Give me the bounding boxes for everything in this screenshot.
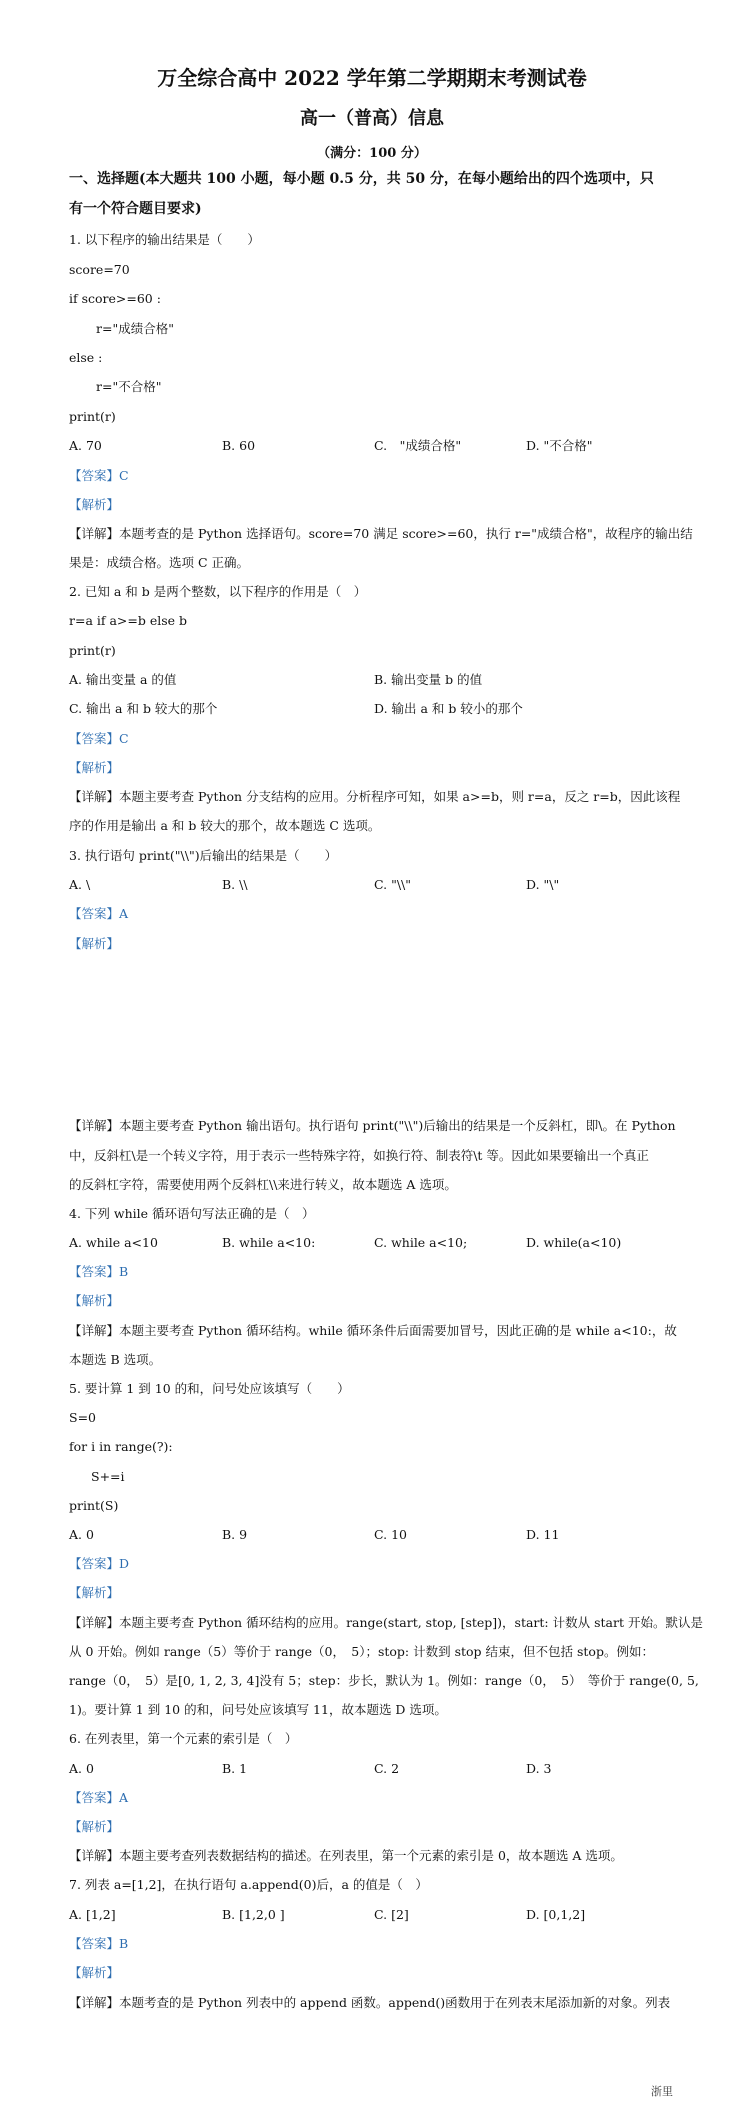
q4-answer: 【答案】B: [69, 1264, 129, 1279]
q4-detail-line: 本题选 B 选项。: [69, 1352, 162, 1367]
exam-score: （满分：100 分）: [317, 146, 427, 161]
q7-option-a: A. [1,2]: [69, 1907, 116, 1922]
q4-option-c: C. while a<10;: [374, 1235, 468, 1250]
q1-code-line: print(r): [69, 409, 116, 424]
q6-stem: 6. 在列表里，第一个元素的索引是（ ）: [69, 1731, 298, 1746]
q4-option-a: A. while a<10: [69, 1235, 158, 1250]
q5-answer: 【答案】D: [69, 1556, 130, 1571]
q4-option-d: D. while(a<10): [526, 1235, 622, 1250]
q1-code-line: score=70: [69, 262, 130, 277]
q2-option-a: A. 输出变量 a 的值: [69, 672, 177, 687]
q7-option-d: D. [0,1,2]: [526, 1907, 586, 1922]
footer-text: 浙里: [651, 2085, 673, 2098]
q1-analysis-label: 【解析】: [69, 497, 120, 512]
q6-option-c: C. 2: [374, 1761, 400, 1776]
q3-option-b: B. \\: [222, 877, 248, 892]
q6-option-a: A. 0: [69, 1761, 94, 1776]
q5-detail-line: 1)。要计算 1 到 10 的和，问号处应该填写 11，故本题选 D 选项。: [69, 1702, 447, 1717]
q5-analysis-label: 【解析】: [69, 1585, 120, 1600]
q1-code-line: r="不合格": [96, 379, 162, 394]
q6-option-b: B. 1: [222, 1761, 248, 1776]
q5-option-b: B. 9: [222, 1527, 248, 1542]
q3-detail-line: 中，反斜杠\是一个转义字符，用于表示一些特殊字符，如换行符、制表符\t 等。因此如果要输出一个真正: [69, 1148, 649, 1163]
q4-option-b: B. while a<10:: [222, 1235, 316, 1250]
q5-detail-line: 从 0 开始。例如 range（5）等价于 range（0， 5）；stop: 计数到 stop 结束，但不包括 stop。例如：: [69, 1644, 654, 1659]
q7-answer: 【答案】B: [69, 1936, 129, 1951]
q5-detail-line: 【详解】本题主要考查 Python 循环结构的应用。range(start, stop, [step])，start: 计数从 start 开始。默认是: [69, 1615, 703, 1630]
q7-analysis-label: 【解析】: [69, 1965, 120, 1980]
q5-code-line: print(S): [69, 1498, 119, 1513]
q6-answer: 【答案】A: [69, 1790, 129, 1805]
q4-stem: 4. 下列 while 循环语句写法正确的是（ ）: [69, 1206, 315, 1221]
q1-code-line: if score>=60 :: [69, 291, 161, 306]
q2-code-line: print(r): [69, 643, 116, 658]
q1-code-line: r="成绩合格": [96, 321, 174, 336]
q3-option-d: D. "\": [526, 877, 560, 892]
exam-title: 万全综合高中 2022 学年第二学期期末考测试卷: [157, 66, 587, 90]
q3-answer: 【答案】A: [69, 906, 129, 921]
q1-option-a: A. 70: [69, 438, 102, 453]
q6-option-d: D. 3: [526, 1761, 552, 1776]
q1-detail-line: 【详解】本题考查的是 Python 选择语句。score=70 满足 score>=60，执行 r="成绩合格"，故程序的输出结: [69, 526, 693, 541]
q5-option-d: D. 11: [526, 1527, 560, 1542]
q2-code-line: r=a if a>=b else b: [69, 613, 188, 628]
q5-code-line: S=0: [69, 1410, 96, 1425]
q7-stem: 7. 列表 a=[1,2]，在执行语句 a.append(0)后，a 的值是（ ）: [69, 1877, 428, 1892]
q4-detail-line: 【详解】本题主要考查 Python 循环结构。while 循环条件后面需要加冒号，因此正确的是 while a<10:，故: [69, 1323, 677, 1338]
section-title-line2: 有一个符合题目要求): [69, 201, 202, 217]
q1-code-line: else :: [69, 350, 103, 365]
q4-analysis-label: 【解析】: [69, 1293, 120, 1308]
q2-answer: 【答案】C: [69, 731, 129, 746]
q1-stem: 1. 以下程序的输出结果是（ ）: [69, 232, 260, 247]
q7-option-c: C. [2]: [374, 1907, 409, 1922]
q6-detail-line: 【详解】本题主要考查列表数据结构的描述。在列表里，第一个元素的索引是 0，故本题选 A 选项。: [69, 1848, 623, 1863]
q6-analysis-label: 【解析】: [69, 1819, 120, 1834]
q3-detail-line: 【详解】本题主要考查 Python 输出语句。执行语句 print("\\")后输出的结果是一个反斜杠，即\。在 Python: [69, 1118, 676, 1133]
q1-option-c: C. "成绩合格": [374, 438, 462, 453]
q5-option-c: C. 10: [374, 1527, 407, 1542]
q5-code-line: for i in range(?):: [69, 1439, 173, 1454]
q1-answer: 【答案】C: [69, 468, 129, 483]
q2-analysis-label: 【解析】: [69, 760, 120, 775]
q7-detail-line: 【详解】本题考查的是 Python 列表中的 append 函数。append()函数用于在列表末尾添加新的对象。列表: [69, 1995, 671, 2010]
q1-option-b: B. 60: [222, 438, 256, 453]
exam-subtitle: 高一（普高）信息: [300, 108, 444, 129]
q1-detail-line: 果是：成绩合格。选项 C 正确。: [69, 555, 250, 570]
q2-option-b: B. 输出变量 b 的值: [374, 672, 483, 687]
q5-code-line: S+=i: [91, 1469, 125, 1484]
q5-stem: 5. 要计算 1 到 10 的和，问号处应该填写（ ）: [69, 1381, 350, 1396]
q5-detail-line: range（0， 5）是[0, 1, 2, 3, 4]没有 5；step：步长，默认为 1。例如：range（0， 5） 等价于 range(0, 5,: [69, 1673, 699, 1688]
q2-option-c: C. 输出 a 和 b 较大的那个: [69, 701, 218, 716]
q2-option-d: D. 输出 a 和 b 较小的那个: [374, 701, 523, 716]
q3-analysis-label: 【解析】: [69, 936, 120, 951]
q1-option-d: D. "不合格": [526, 438, 593, 453]
q5-option-a: A. 0: [69, 1527, 94, 1542]
q2-stem: 2. 已知 a 和 b 是两个整数，以下程序的作用是（ ）: [69, 584, 367, 599]
q7-option-b: B. [1,2,0 ]: [222, 1907, 285, 1922]
q2-detail-line: 序的作用是输出 a 和 b 较大的那个，故本题选 C 选项。: [69, 818, 381, 833]
q3-option-a: A. \: [69, 877, 91, 892]
q2-detail-line: 【详解】本题主要考查 Python 分支结构的应用。分析程序可知，如果 a>=b，则 r=a，反之 r=b，因此该程: [69, 789, 681, 804]
q3-detail-line: 的反斜杠字符，需要使用两个反斜杠\\来进行转义，故本题选 A 选项。: [69, 1177, 457, 1192]
q3-stem: 3. 执行语句 print("\\")后输出的结果是（ ）: [69, 848, 338, 863]
q3-option-c: C. "\\": [374, 877, 411, 892]
section-title-line1: 一、选择题(本大题共 100 小题，每小题 0.5 分，共 50 分，在每小题给出的四个选项中，只: [69, 171, 654, 187]
